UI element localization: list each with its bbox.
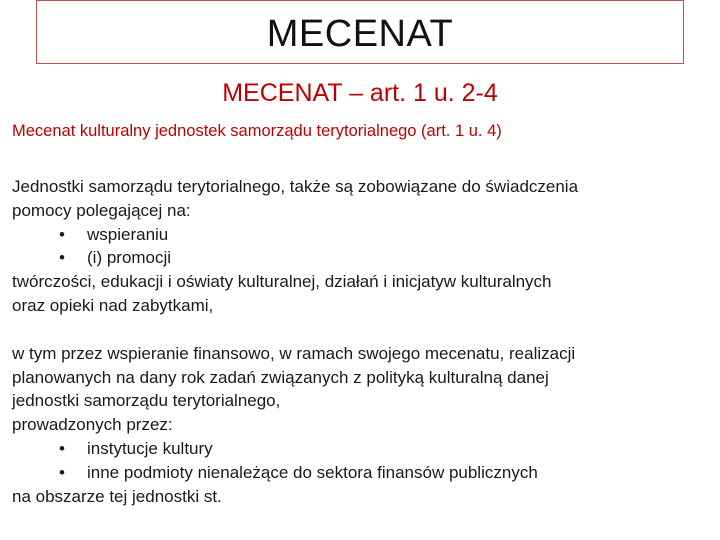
slide-title: MECENAT xyxy=(266,12,454,55)
text-line: na obszarze tej jednostki st. xyxy=(12,486,222,506)
text-line: prowadzonych przez: xyxy=(12,415,173,435)
bullet-label: inne podmioty nienależące do sektora finansów publicznych xyxy=(87,462,538,482)
title-box xyxy=(36,0,684,64)
bullet-label: instytucje kultury xyxy=(87,438,213,458)
bullet-icon: • xyxy=(59,438,65,458)
bullet-item xyxy=(12,437,712,461)
paragraph-gap xyxy=(12,318,712,342)
bullet-label: (i) promocji xyxy=(87,248,172,268)
bullet-label: wspieraniu xyxy=(87,224,169,244)
text-line: planowanych na dany rok zadań związanych z polityką kulturalną danej xyxy=(12,367,549,387)
section-heading: Mecenat kulturalny jednostek samorządu terytorialnego (art. 1 u. 4) xyxy=(12,122,502,140)
text-line: jednostki samorządu terytorialnego, xyxy=(12,391,281,411)
slide-subtitle: MECENAT – art. 1 u. 2-4 xyxy=(222,79,498,107)
text-line: oraz opieki nad zabytkami, xyxy=(12,295,214,315)
text-line: w tym przez wspieranie finansowo, w ramach swojego mecenatu, realizacji xyxy=(12,343,576,363)
text-line: pomocy polegającej na: xyxy=(12,200,191,220)
bullet-item xyxy=(12,223,712,247)
text-line: Jednostki samorządu terytorialnego, także są zobowiązane do świadczenia xyxy=(12,177,579,196)
text-line: twórczości, edukacji i oświaty kulturalnej, działań i inicjatyw kulturalnych xyxy=(12,272,552,292)
body-text xyxy=(12,175,712,508)
bullet-icon: • xyxy=(59,224,65,244)
bullet-icon: • xyxy=(59,248,65,268)
bullet-item xyxy=(12,461,712,485)
bullet-icon: • xyxy=(59,462,65,482)
bullet-item xyxy=(12,246,712,270)
